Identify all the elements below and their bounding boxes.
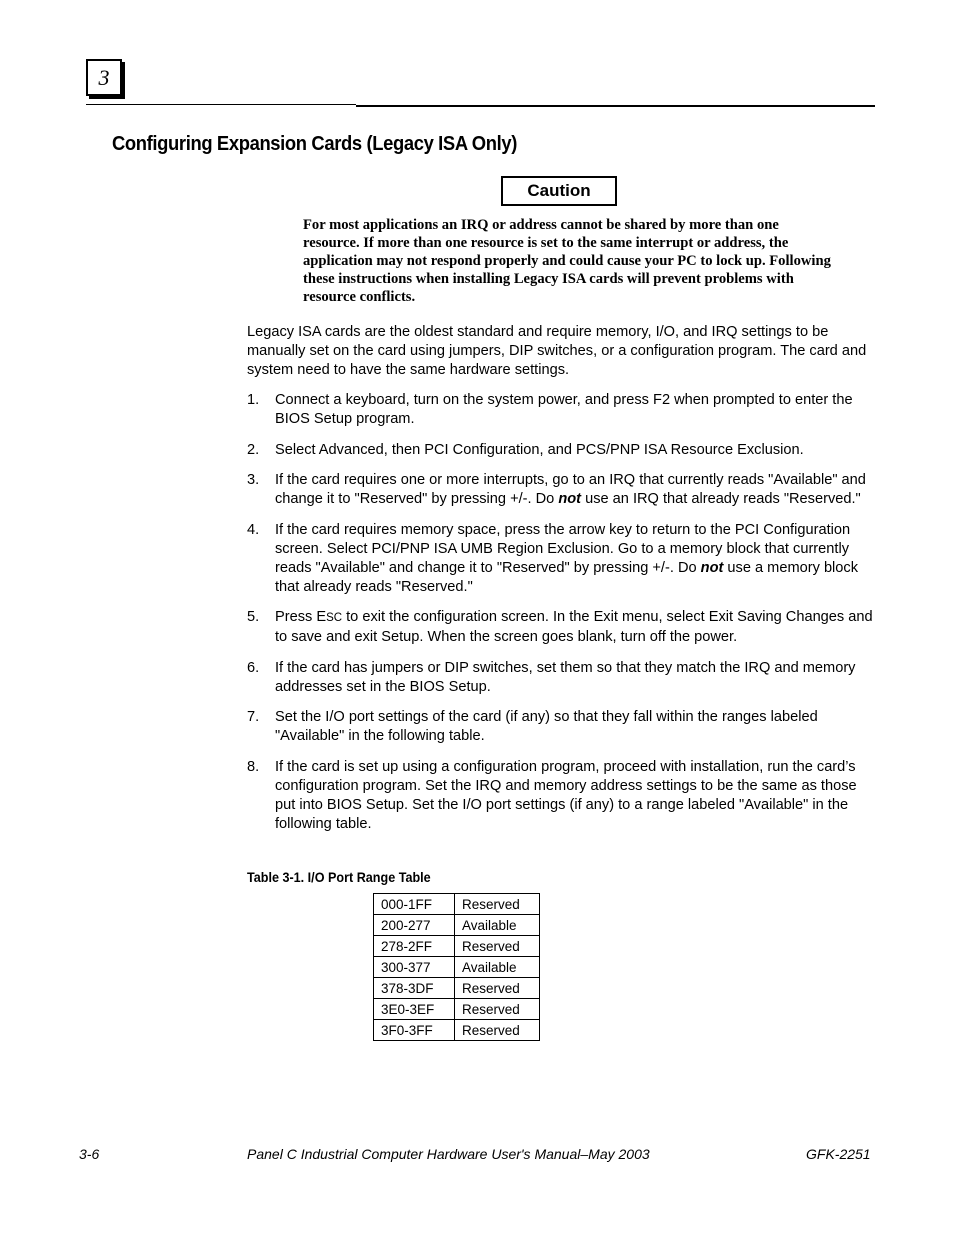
header-rule-thin [86,104,356,105]
step-item [247,521,877,597]
step-item [247,608,877,647]
table-row [374,936,540,957]
step-number: 7. [247,709,260,725]
step-text: Select Advanced, then PCI Configuration, and PCS/PNP ISA Resource Exclusion. [275,441,804,458]
header-rule-thick [356,105,875,107]
step-item [247,758,877,834]
status-cell: Reserved [455,894,540,915]
table-row [374,915,540,936]
table-caption: Table 3-1. I/O Port Range Table [247,869,431,885]
step-number: 4. [247,521,260,538]
step-text: If the card requires memory space, press the arrow key to return to the PCI Configuration screen. Select PCI/PNP ISA UMB Region Exclusion. Go to a memory block that currently reads "Available" and change it to "Reserved" by pressing +/-. Do [275,521,851,576]
step-text-end: use an IRQ that already reads "Reserved." [581,491,861,507]
port-range-cell: 378-3DF [374,978,455,999]
status-cell: Available [455,957,540,978]
port-range-cell: 278-2FF [374,936,455,957]
step-text: If the card requires one or more interrupts, go to an IRQ that currently reads "Available" and change it to "Reserved" by pressing +/-. Do [275,472,866,507]
status-cell: Reserved [455,936,540,957]
step-number: 5. [247,609,260,625]
step-text: If the card has jumpers or DIP switches, set them so that they match the IRQ and memory addresses set in the BIOS Setup. [275,659,856,695]
step-item [247,659,877,697]
port-range-cell: 3E0-3EF [374,999,455,1020]
table-row [374,1020,540,1041]
steps-list [247,391,877,845]
table-row [374,978,540,999]
table-row [374,999,540,1020]
step-text: If the card is set up using a configuration program, proceed with installation, run the card’s configuration program. Set the IRQ and memory address settings to be the same as those put into BIOS Setup. Set the I/O port settings (if any) to a range labeled "Available" in the following table. [275,758,857,832]
caution-label: Caution [527,181,591,200]
step-text: Set the I/O port settings of the card (if any) so that they fall within the ranges labeled "Available" in the following table. [275,709,818,744]
step-item [247,441,877,460]
section-title: Configuring Expansion Cards (Legacy ISA Only) [112,133,518,155]
step-number: 1. [247,392,260,408]
io-port-range-table [373,893,540,1041]
emphasis-not: not [700,559,724,576]
step-text: Connect a keyboard, turn on the system power, and press F2 when prompted to enter the BIOS Setup program. [275,392,853,427]
step-item [247,391,877,429]
step-number: 6. [247,659,260,676]
table-row [374,894,540,915]
port-range-cell: 200-277 [374,915,455,936]
step-item [247,708,877,746]
step-text-end: use a memory block that already reads "Reserved." [275,559,859,595]
step-text-end: to exit the configuration screen. In the Exit menu, select Exit Saving Changes and to save and exit Setup. When the screen goes blank, turn off the power. [275,609,873,645]
step-number: 8. [247,758,260,775]
emphasis-not: not [558,491,582,507]
step-number: 2. [247,441,260,458]
step-item [247,471,877,509]
status-cell: Reserved [455,999,540,1020]
intro-paragraph: Legacy ISA cards are the oldest standard and require memory, I/O, and IRQ settings to be manually set on the card using jumpers, DIP switches, or a configuration program. The card and system need to have the same hardware settings. [247,324,867,378]
step-text: Press E [275,609,327,625]
chapter-number-box [86,59,122,96]
port-range-cell: 3F0-3FF [374,1020,455,1041]
port-range-cell: 000-1FF [374,894,455,915]
table-row [374,957,540,978]
step-number: 3. [247,472,260,488]
port-range-cell: 300-377 [374,957,455,978]
caution-box [501,176,617,206]
footer-manual-title: Panel C Industrial Computer Hardware User's Manual–May 2003 [247,1146,650,1162]
footer-page-number: 3-6 [79,1146,100,1162]
footer-doc-id: GFK-2251 [806,1146,871,1162]
chapter-number: 3 [98,64,110,90]
caution-text: For most applications an IRQ or address cannot be shared by more than one resource. If more than one resource is set to the same interrupt or address, the application may not respond properly and could cause your PC to lock up. Following these instructions when installing Legacy ISA cards will prevent problems with resource conflicts. [303,217,831,305]
esc-key-smallcaps: SC [326,612,343,624]
status-cell: Reserved [455,978,540,999]
status-cell: Reserved [455,1020,540,1041]
status-cell: Available [455,915,540,936]
